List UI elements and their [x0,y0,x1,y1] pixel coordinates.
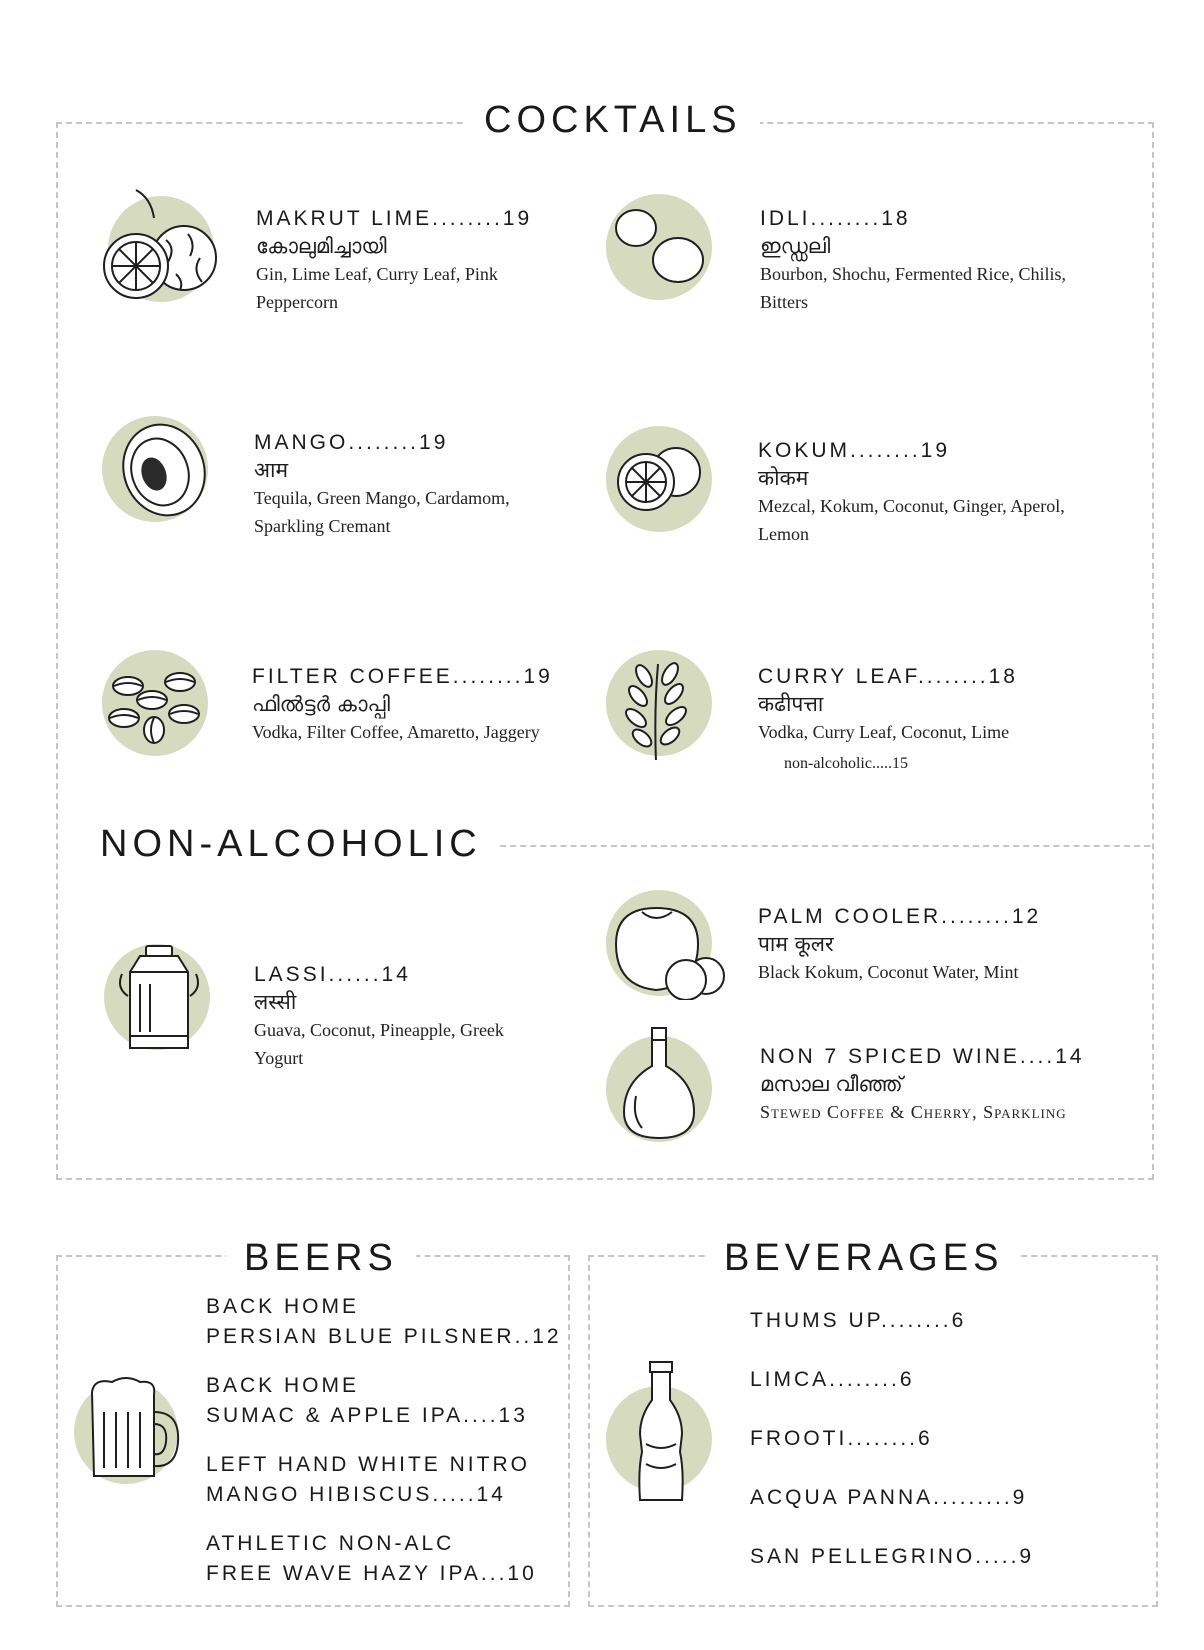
beer-item [206,1529,537,1589]
cocktail-item [256,206,556,316]
beer-brewery: ATHLETIC NON-ALC [206,1532,455,1555]
item-native-name: कोकम [758,466,809,490]
cocktails-heading: COCKTAILS [466,98,760,142]
item-name: NON 7 SPICED WINE....14 [760,1045,1085,1068]
beer-item [206,1292,562,1352]
non-alcoholic-item [760,1044,1140,1126]
lime-icon [96,178,221,303]
beverages-heading: BEVERAGES [706,1236,1021,1280]
kokum-icon [606,426,716,536]
mango-icon [102,416,212,526]
beer-item [206,1450,530,1510]
non-alcoholic-divider [480,845,1150,847]
non-alcoholic-price: non-alcoholic.....15 [784,755,908,772]
item-name: MAKRUT LIME........19 [256,207,533,230]
item-description: Bourbon, Shochu, Fermented Rice, Chilis, Bitters [760,264,1066,312]
item-description: Vodka, Curry Leaf, Coconut, Lime [758,722,1010,742]
beer-item [206,1371,528,1431]
item-native-name: आम [254,458,289,482]
cocktail-item [252,664,592,746]
milk-can-icon [104,944,214,1054]
item-name: FILTER COFFEE........19 [252,665,553,688]
idli-icon [606,194,716,304]
non-alcoholic-heading: NON-ALCOHOLIC [82,822,500,866]
item-native-name: लस्सी [254,990,297,1014]
cocktail-item [760,206,1110,316]
beer-mug-icon [74,1372,186,1484]
item-description: Stewed Coffee & Cherry, Sparkling [760,1102,1067,1122]
beverage-item: SAN PELLEGRINO.....9 [750,1545,1035,1568]
beer-name: PERSIAN BLUE PILSNER..12 [206,1325,562,1348]
curry-leaf-icon [606,650,716,760]
item-description: Black Kokum, Coconut Water, Mint [758,962,1019,982]
item-native-name: कढीपत्ता [758,692,824,716]
beverage-item: LIMCA........6 [750,1368,915,1391]
non-alcoholic-item [254,962,514,1072]
item-native-name: पाम कूलर [758,932,834,956]
soda-bottle-icon [606,1360,716,1510]
beverage-item: ACQUA PANNA.........9 [750,1486,1028,1509]
coffee-beans-icon [102,650,212,760]
item-name: MANGO........19 [254,431,449,454]
item-native-name: ഇഡ്ഡലി [760,234,831,258]
beer-name: FREE WAVE HAZY IPA...10 [206,1562,537,1585]
item-name: PALM COOLER........12 [758,905,1042,928]
non-alcoholic-item [758,904,1118,986]
beer-name: MANGO HIBISCUS.....14 [206,1483,506,1506]
cocktail-item [254,430,564,540]
beverage-item: THUMS UP........6 [750,1309,967,1332]
beers-heading: BEERS [226,1236,416,1280]
cocktail-item [758,664,1098,776]
item-description: Mezcal, Kokum, Coconut, Ginger, Aperol, Lemon [758,496,1065,544]
item-native-name: കോലുമിച്ചായി [256,234,387,258]
palm-fruit-icon [606,890,731,1000]
beer-brewery: BACK HOME [206,1374,360,1397]
beer-brewery: BACK HOME [206,1295,360,1318]
item-description: Gin, Lime Leaf, Curry Leaf, Pink Peppercorn [256,264,498,312]
item-name: IDLI........18 [760,207,911,230]
item-description: Tequila, Green Mango, Cardamom, Sparkling Cremant [254,488,510,536]
item-native-name: ഫിൽട്ടർ കാപ്പി [252,692,390,716]
beverage-item: FROOTI........6 [750,1427,933,1450]
cocktail-item [758,438,1098,548]
item-name: CURRY LEAF........18 [758,665,1018,688]
item-description: Guava, Coconut, Pineapple, Greek Yogurt [254,1020,504,1068]
beer-brewery: LEFT HAND WHITE NITRO [206,1453,530,1476]
item-name: LASSI......14 [254,963,411,986]
item-name: KOKUM........19 [758,439,951,462]
beer-name: SUMAC & APPLE IPA....13 [206,1404,528,1427]
item-native-name: മസാല വീഞ്ഞ് [760,1072,903,1096]
bottle-icon [606,1026,716,1146]
item-description: Vodka, Filter Coffee, Amaretto, Jaggery [252,722,540,742]
